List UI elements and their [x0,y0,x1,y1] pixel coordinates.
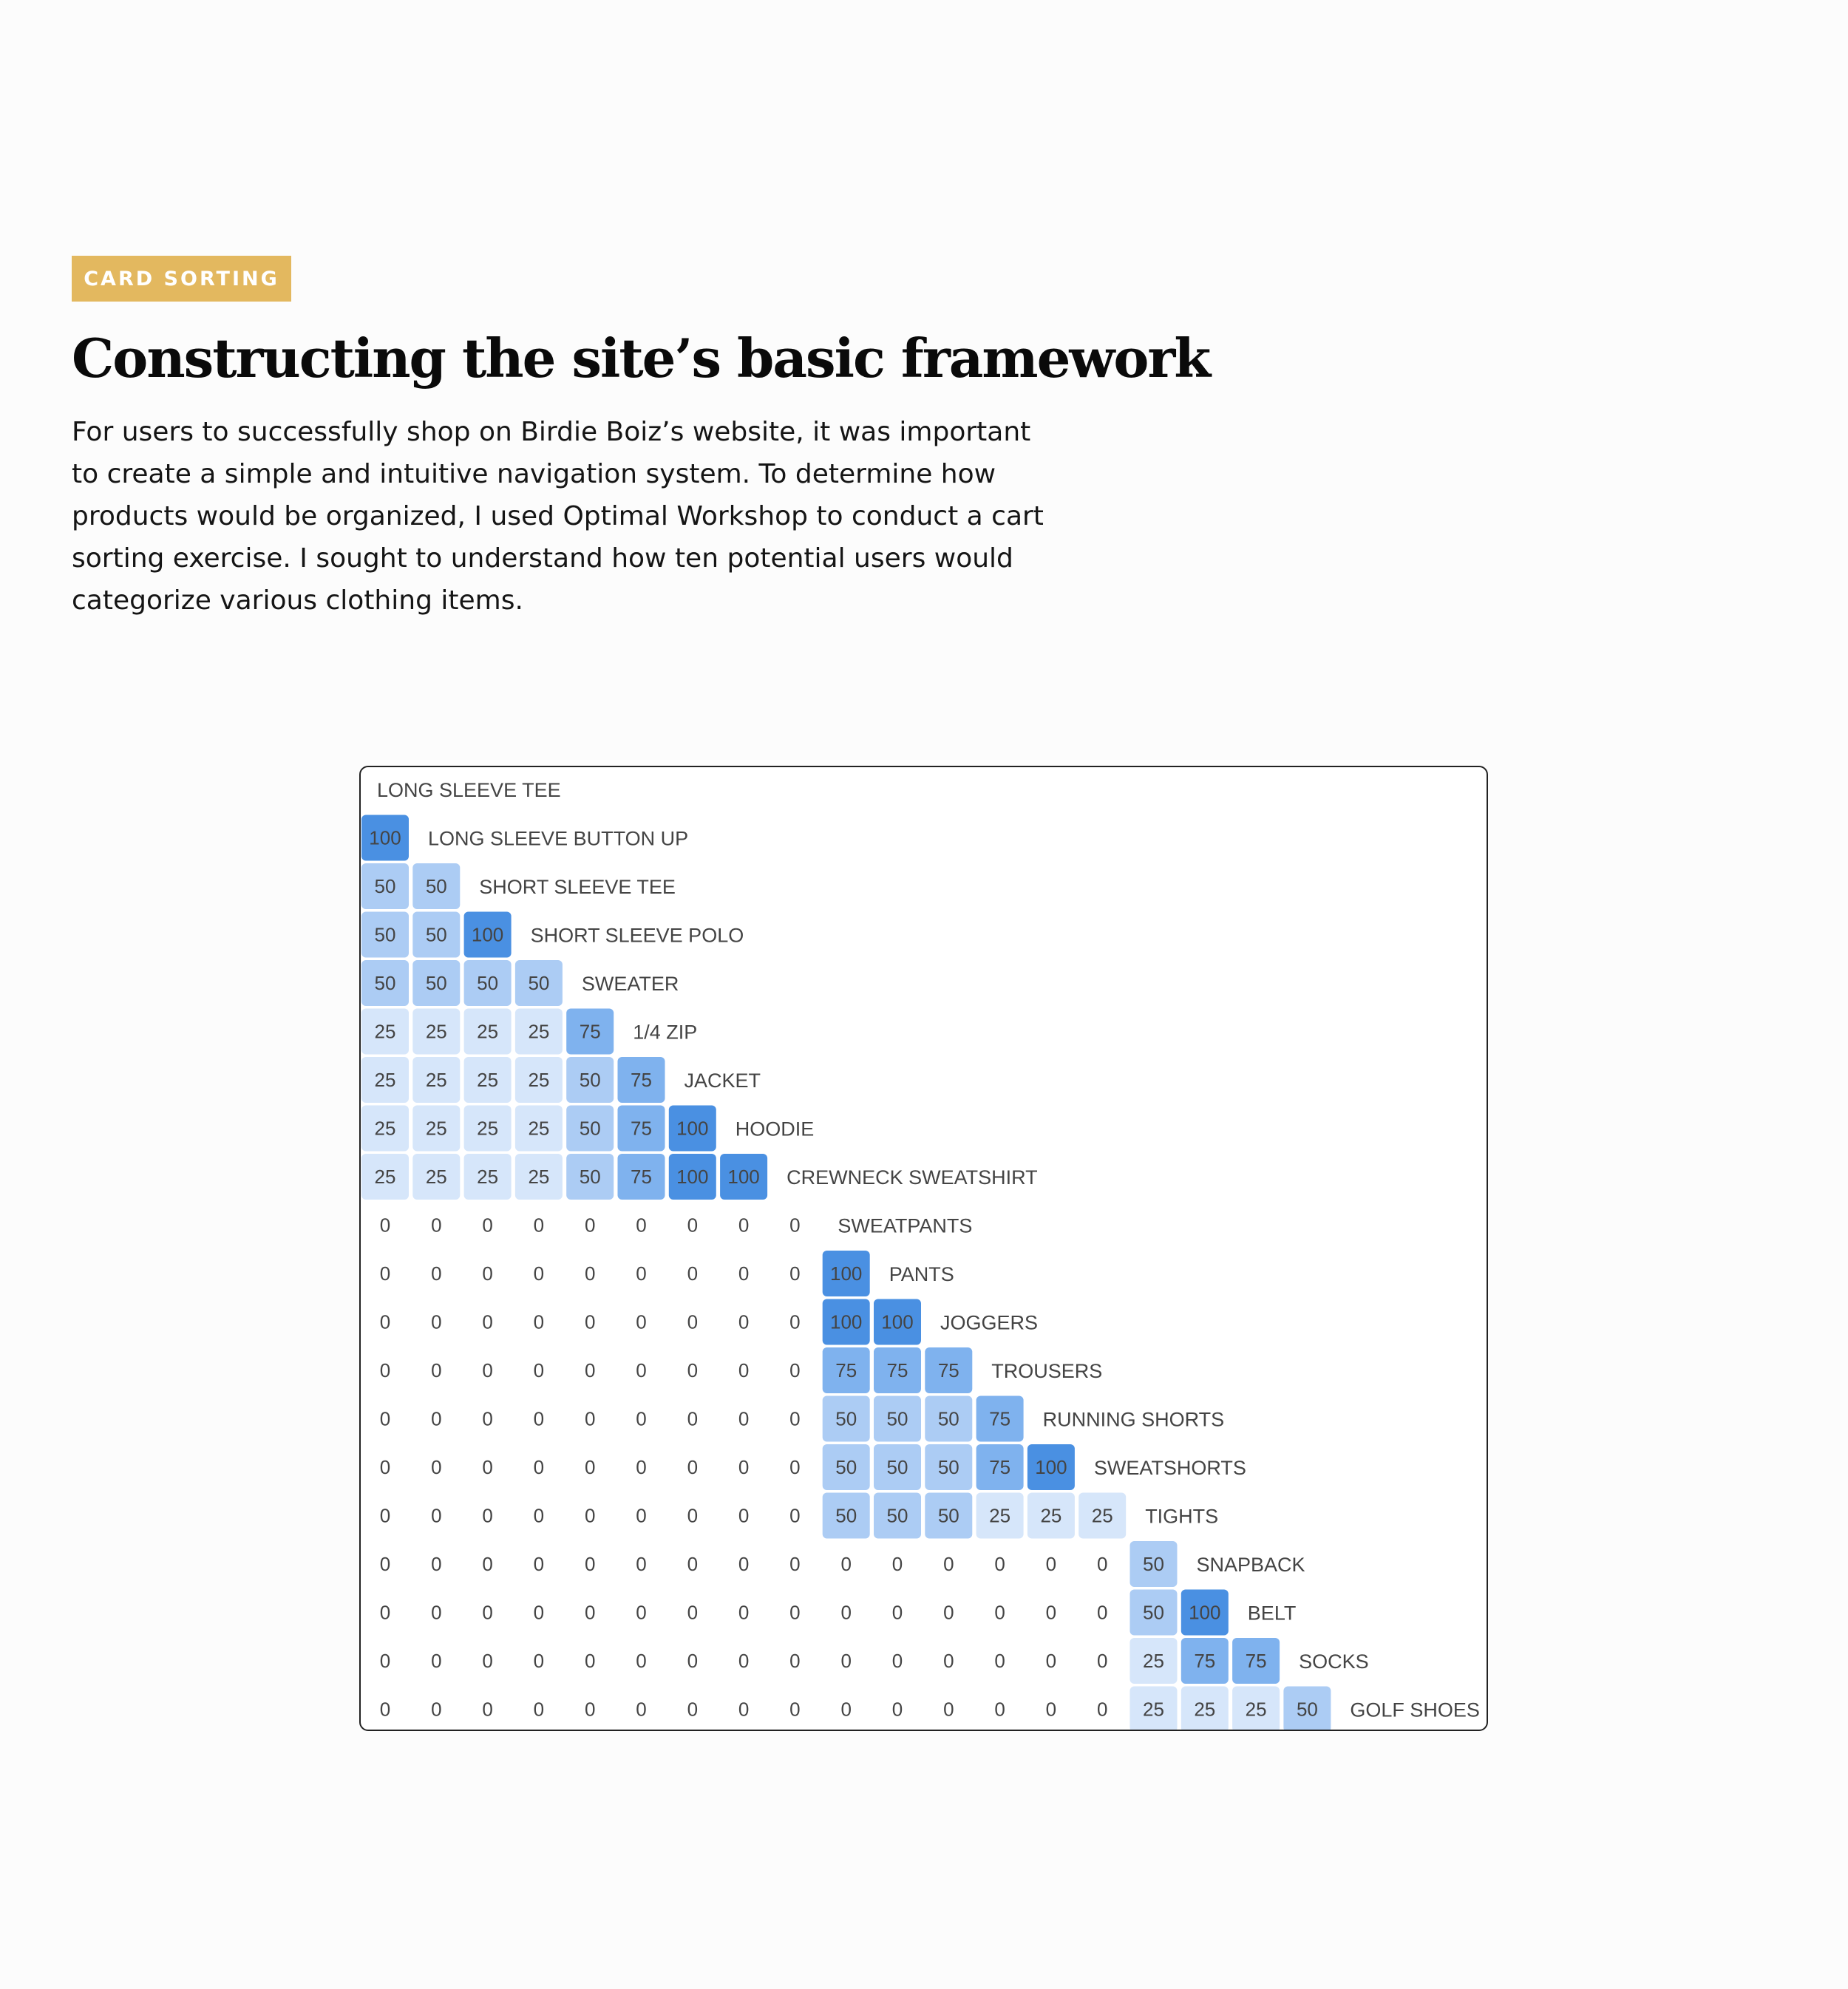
matrix-cell-value: 50 [579,1069,601,1091]
matrix-cell-value: 50 [937,1407,959,1430]
matrix-cell-value: 50 [835,1456,857,1478]
matrix-cell-value: 75 [886,1359,908,1381]
matrix-cell-value: 25 [528,1069,550,1091]
matrix-row-label: 1/4 ZIP [633,1021,698,1044]
matrix-cell-value: 0 [584,1601,596,1624]
matrix-cell-value: 0 [687,1504,699,1527]
matrix-cell-value: 25 [1143,1698,1164,1721]
matrix-cell-value: 50 [425,972,447,994]
matrix-cell-value: 75 [631,1069,652,1091]
matrix-cell-value: 0 [789,1359,801,1381]
matrix-cell-value: 50 [425,875,447,897]
matrix-cell-value: 0 [533,1553,545,1575]
matrix-cell-value: 0 [1096,1553,1108,1575]
matrix-cell-value: 0 [738,1650,750,1672]
matrix-cell-value: 0 [533,1601,545,1624]
matrix-cell-value: 0 [431,1553,442,1575]
matrix-cell-value: 0 [482,1698,493,1721]
matrix-cell-value: 0 [687,1310,699,1333]
matrix-cell-value: 0 [943,1601,954,1624]
matrix-cell-value: 0 [738,1504,750,1527]
matrix-cell-value: 50 [886,1504,908,1527]
matrix-cell-value: 0 [636,1407,647,1430]
similarity-matrix-chart [361,767,1488,1731]
matrix-cell-value: 50 [937,1456,959,1478]
matrix-cell-value: 0 [482,1601,493,1624]
matrix-cell-value: 0 [840,1601,852,1624]
matrix-cell-value: 0 [584,1214,596,1237]
matrix-cell-value: 0 [482,1310,493,1333]
matrix-cell-value: 0 [584,1262,596,1285]
page-title: Constructing the site’s basic framework [72,327,1210,390]
matrix-cell-value: 25 [374,1117,396,1140]
matrix-cell-value: 0 [431,1698,442,1721]
matrix-cell-value: 0 [379,1553,391,1575]
matrix-row-label: SHORT SLEEVE POLO [530,924,744,947]
matrix-cell-value: 75 [989,1456,1011,1478]
matrix-cell-value: 0 [533,1310,545,1333]
matrix-cell-value: 25 [374,1020,396,1043]
matrix-cell-value: 0 [636,1553,647,1575]
matrix-cell-value: 0 [1096,1698,1108,1721]
matrix-cell-value: 0 [891,1650,903,1672]
matrix-cell-value: 0 [533,1698,545,1721]
matrix-cell-value: 100 [369,826,401,849]
matrix-cell-value: 50 [374,875,396,897]
matrix-cell-value: 25 [425,1166,447,1188]
matrix-cell-value: 0 [789,1310,801,1333]
matrix-cell-value: 0 [533,1214,545,1237]
matrix-cell-value: 75 [989,1407,1011,1430]
matrix-cell-value: 0 [687,1262,699,1285]
matrix-cell-value: 25 [425,1117,447,1140]
matrix-cell-value: 0 [379,1456,391,1478]
matrix-cell-value: 0 [738,1553,750,1575]
matrix-cell-value: 0 [738,1456,750,1478]
matrix-cell-value: 0 [482,1553,493,1575]
matrix-cell-value: 0 [738,1359,750,1381]
matrix-cell-value: 0 [431,1407,442,1430]
matrix-cell-value: 0 [1045,1650,1057,1672]
matrix-cell-value: 0 [891,1698,903,1721]
matrix-row-label: HOODIE [735,1118,815,1140]
matrix-cell-value: 75 [835,1359,857,1381]
matrix-cell-value: 25 [477,1166,499,1188]
matrix-cell-value: 0 [687,1456,699,1478]
matrix-cell-value: 0 [738,1698,750,1721]
matrix-cell-value: 0 [994,1650,1005,1672]
matrix-row-label: BELT [1247,1602,1297,1625]
matrix-cell-value: 0 [431,1310,442,1333]
matrix-cell-value: 100 [676,1117,709,1140]
matrix-cell-value: 25 [425,1069,447,1091]
matrix-row-label: SNAPBACK [1196,1554,1305,1576]
matrix-cell-value: 100 [830,1262,863,1285]
matrix-cell-value: 0 [379,1214,391,1237]
matrix-cell-value: 0 [636,1698,647,1721]
matrix-cell-value: 25 [1091,1504,1113,1527]
matrix-cell-value: 0 [482,1504,493,1527]
matrix-cell-value: 0 [789,1601,801,1624]
matrix-cell-value: 25 [374,1069,396,1091]
matrix-cell-value: 50 [1296,1698,1318,1721]
matrix-cell-value: 25 [1245,1698,1267,1721]
matrix-cell-value: 0 [1045,1698,1057,1721]
matrix-cell-value: 0 [533,1359,545,1381]
matrix-cell-value: 0 [482,1262,493,1285]
matrix-cell-value: 0 [379,1698,391,1721]
matrix-cell-value: 0 [584,1407,596,1430]
matrix-cell-value: 0 [533,1262,545,1285]
matrix-cell-value: 0 [636,1456,647,1478]
matrix-cell-value: 50 [835,1407,857,1430]
matrix-cell-value: 25 [528,1020,550,1043]
matrix-cell-value: 25 [477,1117,499,1140]
matrix-cell-value: 0 [584,1650,596,1672]
matrix-cell-value: 0 [533,1456,545,1478]
matrix-cell-value: 75 [937,1359,959,1381]
matrix-cell-value: 25 [477,1020,499,1043]
matrix-cell-value: 50 [1143,1601,1164,1624]
matrix-row-label: TIGHTS [1145,1505,1219,1528]
matrix-cell-value: 50 [579,1166,601,1188]
matrix-cell-value: 50 [937,1504,959,1527]
matrix-cell-value: 0 [636,1214,647,1237]
matrix-cell-value: 0 [943,1698,954,1721]
matrix-cell-value: 0 [687,1359,699,1381]
matrix-cell-value: 0 [636,1650,647,1672]
matrix-cell-value: 100 [471,923,504,946]
matrix-row-label: CREWNECK SWEATSHIRT [787,1166,1038,1189]
matrix-cell-value: 0 [789,1553,801,1575]
matrix-cell-value: 25 [528,1166,550,1188]
matrix-row-label: SWEATER [581,973,679,995]
matrix-cell-value: 0 [379,1310,391,1333]
matrix-cell-value: 0 [789,1407,801,1430]
matrix-cell-value: 0 [789,1262,801,1285]
matrix-cell-value: 50 [886,1456,908,1478]
matrix-cell-value: 0 [431,1214,442,1237]
matrix-cell-value: 100 [676,1166,709,1188]
matrix-cell-value: 0 [584,1456,596,1478]
matrix-cell-value: 0 [687,1553,699,1575]
matrix-cell-value: 0 [431,1601,442,1624]
matrix-cell-value: 0 [738,1601,750,1624]
matrix-cell-value: 50 [886,1407,908,1430]
matrix-cell-value: 25 [1040,1504,1062,1527]
matrix-cell-value: 0 [687,1214,699,1237]
similarity-matrix [359,766,1488,1731]
section-tag: CARD SORTING [72,256,291,302]
matrix-cell-value: 0 [687,1601,699,1624]
matrix-cell-value: 0 [994,1553,1005,1575]
matrix-cell-value: 0 [840,1698,852,1721]
matrix-row-label: JOGGERS [940,1311,1039,1334]
matrix-row-label: GOLF SHOES [1350,1699,1480,1721]
matrix-row-label: JACKET [684,1070,761,1092]
matrix-cell-value: 0 [789,1456,801,1478]
matrix-cell-value: 0 [738,1262,750,1285]
matrix-cell-value: 50 [835,1504,857,1527]
matrix-cell-value: 0 [431,1262,442,1285]
matrix-cell-value: 75 [631,1166,652,1188]
matrix-cell-value: 0 [636,1262,647,1285]
matrix-cell-value: 75 [1194,1650,1216,1672]
matrix-cell-value: 75 [1245,1650,1267,1672]
matrix-cell-value: 0 [584,1504,596,1527]
matrix-cell-value: 0 [943,1553,954,1575]
matrix-cell-value: 50 [374,923,396,946]
matrix-row-label: LONG SLEEVE TEE [377,779,561,801]
matrix-row-label: PANTS [889,1263,954,1285]
matrix-cell-value: 0 [379,1407,391,1430]
matrix-cell-value: 0 [789,1504,801,1527]
matrix-cell-value: 0 [533,1407,545,1430]
matrix-cell-value: 0 [431,1504,442,1527]
matrix-row-label: LONG SLEEVE BUTTON UP [428,827,689,850]
matrix-cell-value: 0 [687,1407,699,1430]
matrix-cell-value: 0 [431,1456,442,1478]
matrix-cell-value: 0 [379,1650,391,1672]
matrix-cell-value: 0 [994,1601,1005,1624]
matrix-cell-value: 0 [636,1310,647,1333]
matrix-cell-value: 0 [584,1553,596,1575]
matrix-cell-value: 0 [687,1650,699,1672]
matrix-cell-value: 0 [482,1456,493,1478]
matrix-cell-value: 0 [482,1650,493,1672]
matrix-cell-value: 0 [1096,1650,1108,1672]
matrix-cell-value: 0 [1045,1553,1057,1575]
matrix-cell-value: 25 [425,1020,447,1043]
matrix-row-label: SHORT SLEEVE TEE [479,876,676,898]
matrix-cell-value: 100 [727,1166,760,1188]
matrix-cell-value: 0 [891,1553,903,1575]
matrix-cell-value: 25 [989,1504,1011,1527]
matrix-cell-value: 25 [528,1117,550,1140]
matrix-row-label: SOCKS [1299,1650,1369,1673]
matrix-cell-value: 75 [631,1117,652,1140]
matrix-cell-value: 50 [374,972,396,994]
matrix-cell-value: 0 [789,1650,801,1672]
matrix-cell-value: 100 [1035,1456,1067,1478]
matrix-cell-value: 0 [482,1407,493,1430]
matrix-cell-value: 0 [891,1601,903,1624]
matrix-cell-value: 0 [738,1407,750,1430]
matrix-cell-value: 50 [579,1117,601,1140]
matrix-cell-value: 100 [881,1310,914,1333]
matrix-row-label: TROUSERS [991,1360,1103,1382]
matrix-cell-value: 0 [584,1359,596,1381]
matrix-cell-value: 50 [425,923,447,946]
matrix-cell-value: 50 [477,972,499,994]
matrix-cell-value: 100 [830,1310,863,1333]
matrix-cell-value: 0 [994,1698,1005,1721]
matrix-cell-value: 0 [943,1650,954,1672]
matrix-cell-value: 25 [374,1166,396,1188]
matrix-cell-value: 25 [1143,1650,1164,1672]
matrix-cell-value: 0 [533,1650,545,1672]
matrix-cell-value: 0 [636,1601,647,1624]
matrix-cell-value: 25 [1194,1698,1216,1721]
matrix-cell-value: 0 [1096,1601,1108,1624]
matrix-cell-value: 0 [379,1504,391,1527]
matrix-row-label: SWEATPANTS [838,1214,973,1237]
matrix-cell-value: 0 [687,1698,699,1721]
matrix-cell-value: 0 [1045,1601,1057,1624]
matrix-cell-value: 50 [1143,1553,1164,1575]
matrix-cell-value: 0 [431,1650,442,1672]
matrix-cell-value: 0 [840,1553,852,1575]
matrix-cell-value: 0 [738,1310,750,1333]
matrix-row-label: SWEATSHORTS [1093,1457,1246,1479]
matrix-cell-value: 0 [636,1359,647,1381]
matrix-cell-value: 100 [1189,1601,1221,1624]
matrix-cell-value: 0 [584,1310,596,1333]
matrix-cell-value: 0 [379,1262,391,1285]
matrix-row-label: RUNNING SHORTS [1042,1408,1225,1431]
intro-paragraph: For users to successfully shop on Birdie Boiz’s website, it was important to create a simple and intuitive navigation system. To determine how products would be organized, I used Optimal Workshop to conduct a cart sorting exercise. I sought to understand how ten potential users would categorize various clothing items. [72,417,1044,616]
matrix-cell-value: 0 [482,1214,493,1237]
matrix-cell-value: 0 [636,1504,647,1527]
matrix-cell-value: 25 [477,1069,499,1091]
matrix-cell-value: 75 [579,1020,601,1043]
matrix-cell-value: 0 [533,1504,545,1527]
matrix-cell-value: 0 [379,1359,391,1381]
matrix-cell-value: 0 [379,1601,391,1624]
matrix-cell-value: 0 [789,1698,801,1721]
matrix-cell-value: 0 [431,1359,442,1381]
matrix-cell-value: 0 [482,1359,493,1381]
matrix-cell-value: 50 [528,972,550,994]
matrix-cell-value: 0 [840,1650,852,1672]
matrix-cell-value: 0 [738,1214,750,1237]
matrix-cell-value: 0 [789,1214,801,1237]
matrix-cell-value: 0 [584,1698,596,1721]
